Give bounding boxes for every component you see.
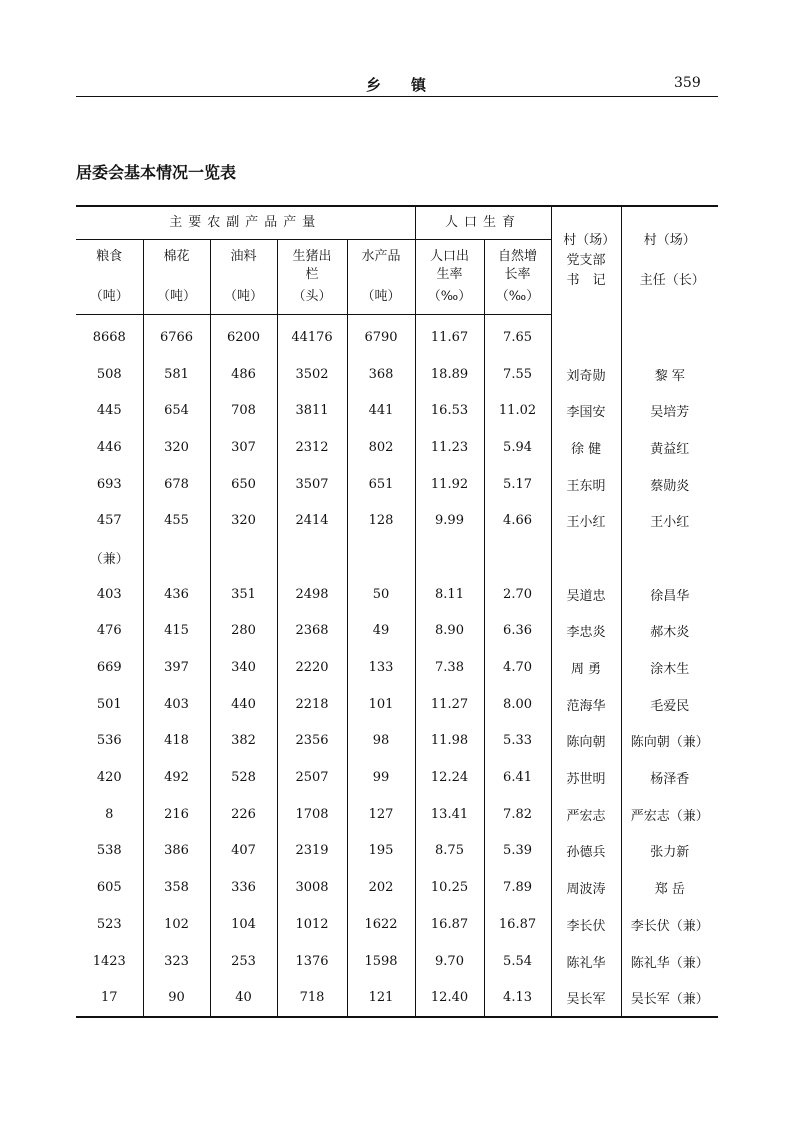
table-cell: 403 (96, 586, 122, 602)
table-cell: 7.38 (415, 649, 484, 686)
table-row (76, 943, 718, 980)
table-body (76, 315, 718, 1018)
table-cell (484, 539, 551, 576)
table-cell: 2414 (277, 502, 347, 539)
table-cell: 708 (210, 392, 277, 429)
table-cell: 11.23 (415, 429, 484, 466)
table-cell (551, 315, 621, 356)
header-party-secretary-label: 村（场）党支部书 记 (563, 232, 609, 288)
table-cell: 104 (210, 906, 277, 943)
column-header (347, 240, 415, 315)
table-cell: 李忠炎 (551, 613, 621, 650)
table-cell: 严宏志（兼） (621, 796, 718, 833)
table-cell: 周波涛 (551, 869, 621, 906)
column-header (76, 240, 143, 315)
table-cell: 226 (210, 796, 277, 833)
table-cell: 7.89 (484, 869, 551, 906)
table-cell: 523 (96, 916, 122, 932)
table-cell: 11.27 (415, 686, 484, 723)
column-header-unit: （吨） (156, 289, 196, 304)
table-row (76, 539, 718, 576)
header-director (621, 206, 718, 315)
column-header-unit: （头） (292, 289, 332, 304)
table-cell: 280 (210, 613, 277, 650)
table-cell: 周 勇 (551, 649, 621, 686)
column-header-name: 生猪出栏 (292, 249, 332, 282)
column-header (210, 240, 277, 315)
column-header-unit: （‰） (427, 289, 472, 304)
table-row (76, 649, 718, 686)
table-cell: 涂木生 (621, 649, 718, 686)
table-cell: 1376 (277, 943, 347, 980)
table-cell: 403 (143, 686, 210, 723)
table-cell: 693 (96, 476, 122, 492)
table-cell: 440 (210, 686, 277, 723)
table-cell: 7.55 (484, 356, 551, 393)
residents-committee-table (76, 205, 718, 1018)
table-cell: 446 (96, 439, 122, 455)
table-cell: 严宏志 (551, 796, 621, 833)
table-row (76, 906, 718, 943)
table-cell: 5.17 (484, 466, 551, 503)
table-cell: 2.70 (484, 576, 551, 613)
table-title: 居委会基本情况一览表 (76, 163, 237, 182)
table-cell: 605 (96, 880, 122, 896)
table-cell: 336 (210, 869, 277, 906)
table-cell: 李长伏 (551, 906, 621, 943)
table-cell: 40 (210, 979, 277, 1017)
table-cell: 195 (347, 833, 415, 870)
table-cell: 1598 (347, 943, 415, 980)
table-cell: 90 (143, 979, 210, 1017)
column-header-name: 人口出生率 (430, 249, 470, 282)
table-cell: 16.53 (415, 392, 484, 429)
table-cell: 吴道忠 (551, 576, 621, 613)
table-cell (210, 539, 277, 576)
table-cell: 4.13 (484, 979, 551, 1017)
table-cell: 张力新 (621, 833, 718, 870)
table-cell: 11.98 (415, 723, 484, 760)
table-cell: 7.82 (484, 796, 551, 833)
table-cell: 5.39 (484, 833, 551, 870)
table-cell: 6790 (347, 315, 415, 356)
table-cell: 1622 (347, 906, 415, 943)
table-cell: 2218 (277, 686, 347, 723)
table-cell (277, 539, 347, 576)
table-cell: 340 (210, 649, 277, 686)
table-cell: 320 (210, 502, 277, 539)
table-cell: 6200 (210, 315, 277, 356)
table-cell: 718 (277, 979, 347, 1017)
table-cell: 216 (143, 796, 210, 833)
table-cell: 8.00 (484, 686, 551, 723)
table-cell: 6.41 (484, 759, 551, 796)
table-cell: 98 (347, 723, 415, 760)
table-cell: 654 (143, 392, 210, 429)
table-row (76, 315, 718, 356)
table-cell: 吴长军（兼） (621, 979, 718, 1017)
header-population: 人口生育 (415, 206, 551, 240)
table-cell: 386 (143, 833, 210, 870)
table-cell: 536 (96, 733, 122, 749)
table-cell: （兼） (89, 551, 129, 567)
table-cell: 323 (143, 943, 210, 980)
table-cell: 128 (347, 502, 415, 539)
table-row (76, 759, 718, 796)
table-cell: 黎 军 (621, 356, 718, 393)
page-number: 359 (674, 75, 701, 91)
header-director-label: 村（场）主任（长） (639, 232, 705, 288)
table-cell: 5.33 (484, 723, 551, 760)
column-header-name: 粮食 (96, 249, 123, 264)
column-header-name: 油料 (230, 249, 257, 264)
column-header (143, 240, 210, 315)
table-row (76, 796, 718, 833)
column-header-name: 水产品 (361, 249, 401, 264)
table-cell: 538 (96, 843, 122, 859)
table-cell: 郑 岳 (621, 869, 718, 906)
table-cell: 2368 (277, 613, 347, 650)
table-cell: 17 (100, 990, 118, 1006)
table-cell: 501 (96, 696, 122, 712)
table-cell: 445 (96, 403, 122, 419)
table-cell: 2498 (277, 576, 347, 613)
table-cell: 苏世明 (551, 759, 621, 796)
table-cell: 650 (210, 466, 277, 503)
table-cell (551, 539, 621, 576)
table-cell: 范海华 (551, 686, 621, 723)
table-cell: 12.40 (415, 979, 484, 1017)
table-cell: 11.02 (484, 392, 551, 429)
table-cell: 杨泽香 (621, 759, 718, 796)
table-cell (621, 539, 718, 576)
table-cell: 李国安 (551, 392, 621, 429)
table-cell: 508 (96, 366, 122, 382)
table-cell: 407 (210, 833, 277, 870)
table-row (76, 723, 718, 760)
header-agri-products: 主要农副产品产量 (76, 206, 415, 240)
column-header-unit: （吨） (223, 289, 263, 304)
column-header (415, 240, 484, 315)
table-cell: 18.89 (415, 356, 484, 393)
table-row (76, 502, 718, 539)
table-cell: 11.92 (415, 466, 484, 503)
table-cell: 121 (347, 979, 415, 1017)
table-cell: 4.70 (484, 649, 551, 686)
table-cell: 12.24 (415, 759, 484, 796)
table-row (76, 356, 718, 393)
table-cell: 9.99 (415, 502, 484, 539)
table-row (76, 686, 718, 723)
table-cell: 徐昌华 (621, 576, 718, 613)
table-cell: 4.66 (484, 502, 551, 539)
table-cell: 1708 (277, 796, 347, 833)
column-header (277, 240, 347, 315)
header-rule (76, 96, 718, 97)
table-cell: 8 (105, 806, 114, 822)
table-cell: 420 (96, 770, 122, 786)
table-cell: 王小红 (551, 502, 621, 539)
table-cell: 9.70 (415, 943, 484, 980)
table-row (76, 613, 718, 650)
table-cell: 457 (96, 513, 122, 529)
table-cell: 320 (143, 429, 210, 466)
table-cell: 2220 (277, 649, 347, 686)
table-cell (143, 539, 210, 576)
table-cell: 397 (143, 649, 210, 686)
table-cell: 101 (347, 686, 415, 723)
column-header-name: 自然增长率 (498, 249, 538, 282)
table-cell: 16.87 (415, 906, 484, 943)
table-row (76, 429, 718, 466)
table-cell: 368 (347, 356, 415, 393)
table-cell: 王小红 (621, 502, 718, 539)
table-cell: 581 (143, 356, 210, 393)
table-cell: 102 (143, 906, 210, 943)
column-header-unit: （吨） (361, 289, 401, 304)
table-cell: 7.65 (484, 315, 551, 356)
table-cell: 吴培芳 (621, 392, 718, 429)
table-cell: 253 (210, 943, 277, 980)
table-cell: 486 (210, 356, 277, 393)
table-cell: 651 (347, 466, 415, 503)
table-cell: 陈礼华（兼） (621, 943, 718, 980)
table-cell (415, 539, 484, 576)
table-cell: 3008 (277, 869, 347, 906)
table-cell: 307 (210, 429, 277, 466)
table-cell: 455 (143, 502, 210, 539)
table-cell: 3811 (277, 392, 347, 429)
header-title: 乡 镇 (366, 76, 427, 94)
table-cell: 127 (347, 796, 415, 833)
table-cell: 8.75 (415, 833, 484, 870)
table-cell: 528 (210, 759, 277, 796)
table-cell: 358 (143, 869, 210, 906)
table-cell: 382 (210, 723, 277, 760)
table-cell: 2507 (277, 759, 347, 796)
column-header-unit: （吨） (89, 289, 129, 304)
table-cell: 351 (210, 576, 277, 613)
table-cell: 毛爱民 (621, 686, 718, 723)
table-cell: 6766 (143, 315, 210, 356)
table-cell: 王东明 (551, 466, 621, 503)
table-cell: 8668 (92, 329, 126, 345)
table-cell: 孙德兵 (551, 833, 621, 870)
table-cell: 2319 (277, 833, 347, 870)
table-row (76, 979, 718, 1017)
table-cell: 吴长军 (551, 979, 621, 1017)
table-cell: 李长伏（兼） (621, 906, 718, 943)
table-cell: 476 (96, 623, 122, 639)
table-cell: 1423 (92, 953, 126, 969)
table-cell: 802 (347, 429, 415, 466)
table-row (76, 869, 718, 906)
column-header (484, 240, 551, 315)
table-cell: 436 (143, 576, 210, 613)
table-cell: 刘奇勋 (551, 356, 621, 393)
table-cell: 492 (143, 759, 210, 796)
table-cell: 669 (96, 660, 122, 676)
table-cell: 蔡勋炎 (621, 466, 718, 503)
table-cell: 418 (143, 723, 210, 760)
table-cell: 678 (143, 466, 210, 503)
table-cell: 3507 (277, 466, 347, 503)
table-cell: 5.94 (484, 429, 551, 466)
table-cell: 3502 (277, 356, 347, 393)
table-cell: 50 (347, 576, 415, 613)
table-cell: 10.25 (415, 869, 484, 906)
table-cell: 8.11 (415, 576, 484, 613)
table-cell: 133 (347, 649, 415, 686)
table-cell: 8.90 (415, 613, 484, 650)
header-party-secretary (551, 206, 621, 315)
table-cell: 16.87 (484, 906, 551, 943)
table-cell: 415 (143, 613, 210, 650)
table-cell: 49 (347, 613, 415, 650)
table-cell: 陈礼华 (551, 943, 621, 980)
table-cell (347, 539, 415, 576)
table-cell: 441 (347, 392, 415, 429)
table-cell: 6.36 (484, 613, 551, 650)
table-cell: 44176 (277, 315, 347, 356)
table-cell: 1012 (277, 906, 347, 943)
table-row (76, 466, 718, 503)
table-cell: 郝木炎 (621, 613, 718, 650)
table-cell: 徐 健 (551, 429, 621, 466)
table-cell: 11.67 (415, 315, 484, 356)
table-cell: 99 (347, 759, 415, 796)
table-cell: 5.54 (484, 943, 551, 980)
table-cell: 陈向朝（兼） (621, 723, 718, 760)
table-row (76, 833, 718, 870)
column-header-name: 棉花 (163, 249, 190, 264)
table-cell: 13.41 (415, 796, 484, 833)
table-cell: 黄益红 (621, 429, 718, 466)
column-header-unit: （‰） (495, 289, 540, 304)
table-row (76, 576, 718, 613)
table-cell (621, 315, 718, 356)
table-cell: 2312 (277, 429, 347, 466)
table-cell: 2356 (277, 723, 347, 760)
table-cell: 202 (347, 869, 415, 906)
table-row (76, 392, 718, 429)
table-cell: 陈向朝 (551, 723, 621, 760)
